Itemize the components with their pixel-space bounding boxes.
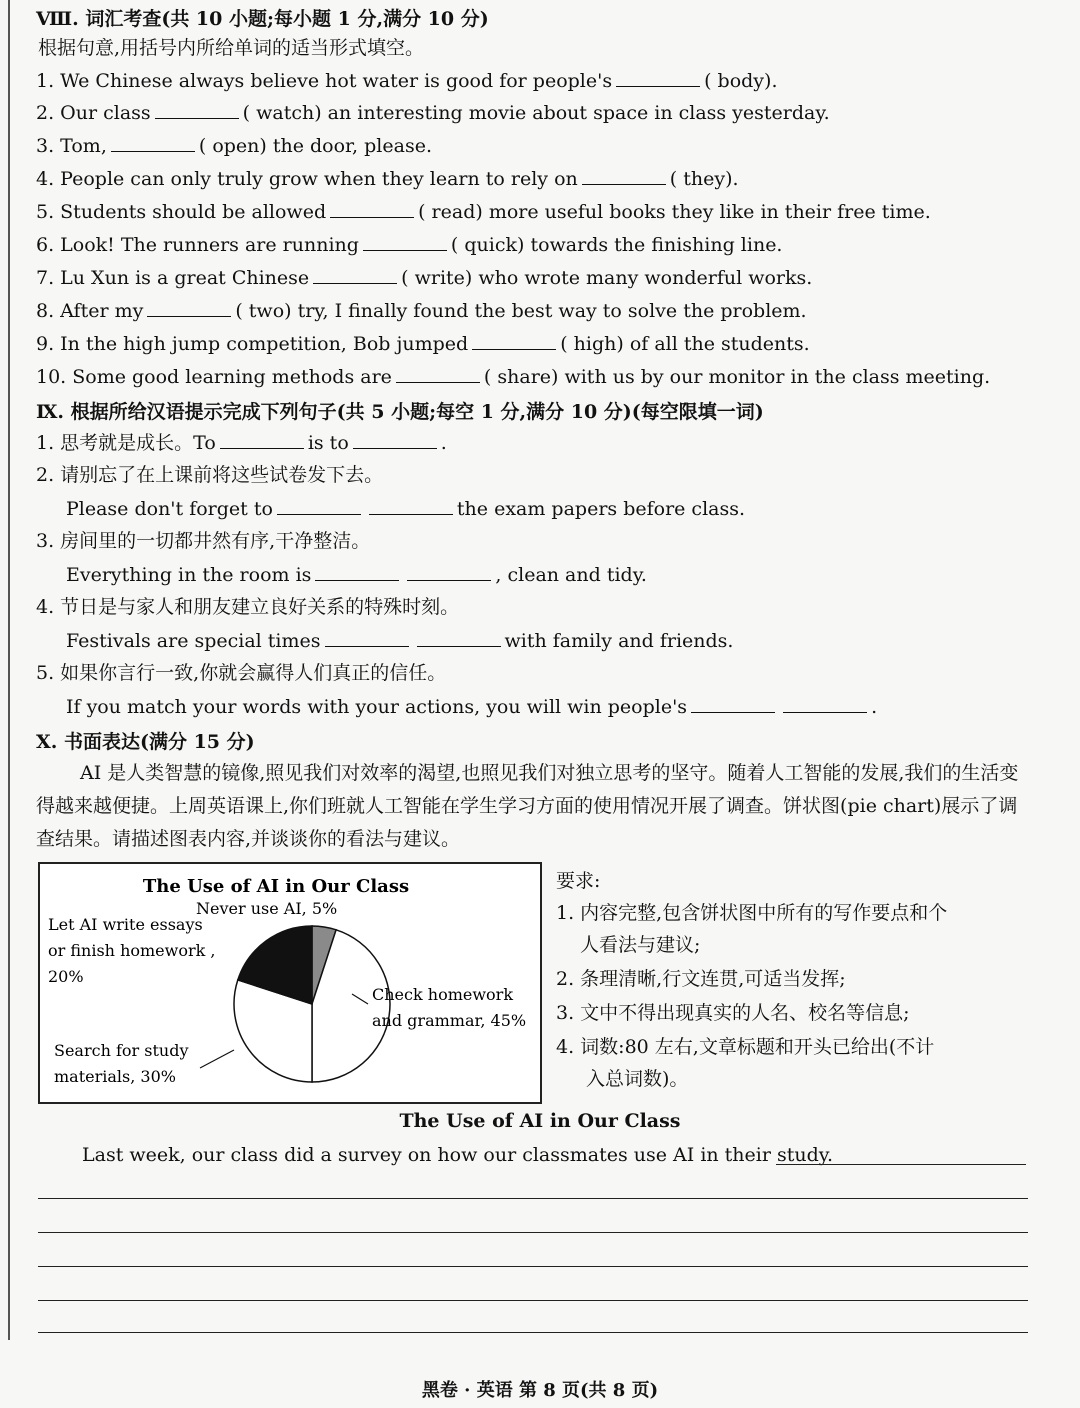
vocab-item-7 [36,265,812,290]
requirement-4: 4. 词数:80 左右,文章标题和开头已给出(不计 [556,1036,935,1058]
item-hint: ( write) who wrote many wonderful works. [401,267,813,289]
vocab-item-9 [36,331,810,356]
item-text: 3. Tom, [36,135,107,157]
answer-blank[interactable] [111,133,195,152]
translate-item-5-en [66,694,877,719]
answer-blank[interactable] [353,430,437,449]
section-8-instruction: 根据句意,用括号内所给单词的适当形式填空。 [38,37,425,59]
item-hint: ( they). [669,168,739,190]
item-hint: ( watch) an interesting movie about space in class yesterday. [242,102,830,124]
item-text: 2. Our class [36,102,151,124]
item-text: , clean and tidy. [495,564,647,586]
answer-blank[interactable] [582,166,666,185]
pie-label-2-line-1: materials, 30% [54,1067,176,1086]
translate-item-1 [36,430,447,455]
writing-prompt [36,757,1036,856]
item-text: 9. In the high jump competition, Bob jumped [36,333,469,355]
item-text: 6. Look! The runners are running [36,234,359,256]
vocab-item-5 [36,199,931,224]
pie-label-2-line-0: Search for study [54,1041,189,1060]
translate-item-5-cn: 5. 如果你言行一致,你就会赢得人们真正的信任。 [36,662,447,684]
translate-item-2-en [66,496,745,521]
item-hint: ( open) the door, please. [198,135,432,157]
item-text: . [871,696,878,718]
vocab-item-10 [36,364,990,389]
pie-label-1-line-0: Check homework [372,985,514,1004]
requirement-3: 3. 文中不得出现真实的人名、校名等信息; [556,1002,910,1024]
item-text: If you match your words with your actions, you will win people's [66,696,688,718]
item-hint: ( quick) towards the finishing line. [450,234,783,256]
vocab-item-8 [36,298,807,323]
section-8-title: Ⅷ. 词汇考查(共 10 小题;每小题 1 分,满分 10 分) [36,8,489,30]
answer-blank[interactable] [147,298,231,317]
page-footer: 黑卷 · 英语 第 8 页(共 8 页) [421,1380,659,1401]
chart-title: The Use of AI in Our Class [142,876,410,897]
answer-blank[interactable] [616,68,700,87]
writing-line[interactable] [38,1266,1028,1267]
answer-blank[interactable] [417,628,501,647]
item-text: the exam papers before class. [456,498,746,520]
item-hint: ( body). [704,70,778,92]
item-text: Everything in the room is [66,564,312,586]
item-hint: ( two) try, I finally found the best way to solve the problem. [235,300,807,322]
answer-blank[interactable] [396,364,480,383]
item-text: is to [307,432,349,454]
pie-chart [40,864,540,1102]
writing-prompt-text: AI 是人类智慧的镜像,照见我们对效率的渴望,也照见我们对独立思考的坚守。随着人工智能的发展,我们的生活变得越来越便捷。上周英语课上,你们班就人工智能在学生学习方面的使用情况开展了调查。饼状图(pie chart)展示了调查结果。请描述图表内容,并谈谈你的看法与建议。 [36,762,1019,850]
answer-blank[interactable] [155,100,239,119]
answer-blank[interactable] [363,232,447,251]
section-10-title: Ⅹ. 书面表达(满分 15 分) [36,731,255,753]
section-9-title: Ⅸ. 根据所给汉语提示完成下列句子(共 5 小题;每空 1 分,满分 10 分)(每空限填一词) [36,401,764,423]
item-text: Festivals are special times [66,630,321,652]
answer-blank[interactable] [220,430,304,449]
answer-blank[interactable] [315,562,399,581]
vocab-item-1 [36,68,778,93]
item-text: 5. Students should be allowed [36,201,327,223]
answer-blank[interactable] [277,496,361,515]
writing-line[interactable] [38,1198,1028,1199]
pie-chart-box [38,862,542,1104]
translate-item-3-cn: 3. 房间里的一切都井然有序,干净整洁。 [36,530,371,552]
item-text: 10. Some good learning methods are [36,366,392,388]
item-text: 4. People can only truly grow when they learn to rely on [36,168,578,190]
writing-line[interactable] [38,1332,1028,1333]
item-hint: ( read) more useful books they like in their free time. [418,201,931,223]
writing-line[interactable] [776,1164,1026,1165]
writing-line[interactable] [38,1300,1028,1301]
answer-blank[interactable] [325,628,409,647]
pie-label-0-line-0: Never use AI, 5% [196,899,338,918]
translate-item-3-en [66,562,647,587]
translate-item-4-en [66,628,733,653]
requirement-2: 2. 条理清晰,行文连贯,可适当发挥; [556,968,846,990]
requirements-title: 要求: [556,870,601,892]
vocab-item-3 [36,133,432,158]
translate-item-4-cn: 4. 节日是与家人和朋友建立良好关系的特殊时刻。 [36,596,460,618]
essay-title: The Use of AI in Our Class [399,1110,681,1132]
item-text: 8. After my [36,300,144,322]
item-cn: 1. 思考就是成长。To [36,432,216,454]
pie-label-3-line-2: 20% [48,967,84,986]
answer-blank[interactable] [330,199,414,218]
writing-line[interactable] [38,1232,1028,1233]
item-text: with family and friends. [504,630,734,652]
item-text: 1. We Chinese always believe hot water is good for people's [36,70,613,92]
answer-blank[interactable] [407,562,491,581]
item-text: . [440,432,447,454]
item-hint: ( share) with us by our monitor in the class meeting. [483,366,991,388]
pie-label-1-line-1: and grammar, 45% [372,1011,527,1030]
requirement-1: 1. 内容完整,包含饼状图中所有的写作要点和个 [556,902,948,924]
vocab-item-4 [36,166,739,191]
item-text: 7. Lu Xun is a great Chinese [36,267,310,289]
answer-blank[interactable] [313,265,397,284]
vocab-item-2 [36,100,830,125]
pie-leader-line-2 [200,1050,234,1068]
answer-blank[interactable] [369,496,453,515]
margin-line [8,0,10,1340]
pie-label-3-line-1: or finish homework , [48,941,216,960]
pie-label-3-line-0: Let AI write essays [48,915,203,934]
answer-blank[interactable] [472,331,556,350]
answer-blank[interactable] [783,694,867,713]
vocab-item-6 [36,232,782,257]
requirement-1-cont: 人看法与建议; [580,934,701,956]
requirement-4-cont: 入总词数)。 [586,1068,689,1090]
answer-blank[interactable] [691,694,775,713]
item-text: Please don't forget to [66,498,273,520]
essay-start: Last week, our class did a survey on how our classmates use AI in their study. [82,1144,834,1166]
translate-item-2-cn: 2. 请别忘了在上课前将这些试卷发下去。 [36,464,384,486]
item-hint: ( high) of all the students. [560,333,810,355]
